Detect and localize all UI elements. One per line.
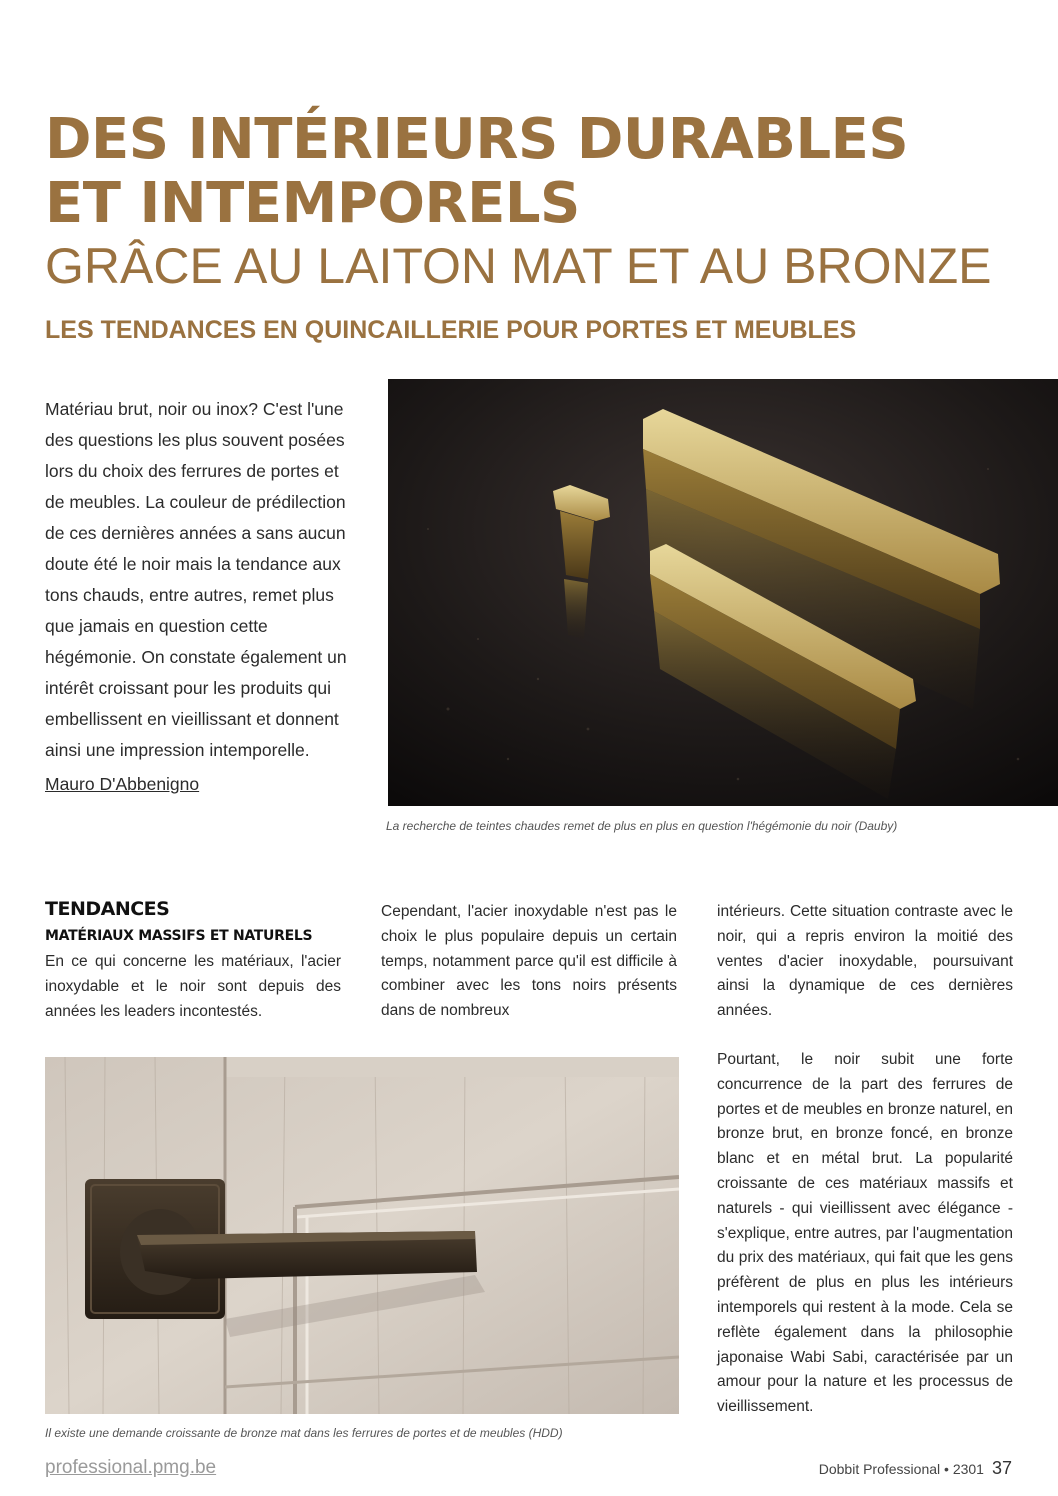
title-line-2: ET INTEMPORELS bbox=[45, 171, 580, 236]
column-1-text: En ce qui concerne les matériaux, l'acier inoxydable et le noir sont depuis des années les leaders incontestés. bbox=[45, 953, 341, 1020]
author-link[interactable]: Mauro D'Abbenigno bbox=[45, 774, 200, 794]
door-lever-illustration bbox=[45, 1057, 679, 1414]
column-2-text: Cependant, l'acier inoxydable n'est pas le choix le plus populaire depuis un certain temps, notamment parce qu'il est difficile à combiner avec les tons noirs présents dans de nombreux bbox=[381, 903, 677, 1020]
footer-website-link[interactable]: professional.pmg.be bbox=[45, 1457, 217, 1478]
title-line-1: DES INTÉRIEURS DURABLES bbox=[45, 107, 909, 172]
brass-handles-illustration bbox=[388, 379, 1058, 806]
section-heading: TENDANCES bbox=[45, 898, 170, 920]
top-photo-caption: La recherche de teintes chaudes remet de plus en plus en question l'hégémonie du noir (Dauby) bbox=[386, 819, 898, 833]
bottom-photo-caption: Il existe une demande croissante de bronze mat dans les ferrures de portes et de meubles (HDD) bbox=[45, 1426, 563, 1440]
column-3-paragraph-1: intérieurs. Cette situation contraste avec le noir, qui a repris environ la moitié des ventes d'acier inoxydable, poursuivant ainsi la dynamique de ces dernières années. bbox=[717, 903, 1013, 1020]
publication-name: Dobbit Professional • 2301 bbox=[818, 1461, 984, 1477]
column-3-paragraph-2: Pourtant, le noir subit une forte concurrence de la part des ferrures de portes et de meubles en bronze naturel, en bronze brut, en bronze foncé, en bronze blanc et en métal brut. La popularité croissante de ces matériaux massifs et naturels - qui vieillissent avec élégance - s'explique, entre autres, par l'augmentation du prix des matériaux, qui fait que les gens préfèrent de plus en plus les intérieurs intemporels qui restent à la mode. Cela se reflète également dans la philosophie japonaise Wabi Sabi, caractérisée par un amour pour la nature et les processus de vieillissement. bbox=[717, 1051, 1013, 1416]
section-subheading: MATÉRIAUX MASSIFS ET NATURELS bbox=[45, 928, 313, 944]
footer-publication bbox=[819, 1458, 1012, 1479]
intro-paragraph: Matériau brut, noir ou inox? C'est l'une des questions les plus souvent posées lors du choix des ferrures de portes et de meubles. La couleur de prédilection de ces dernières années a sans aucun doute été le noir mais la tendance aux tons chauds, entre autres, remet plus que jamais en question cette hégémonie. On constate également un intérêt croissant pour les produits qui embellissent en vieillissant et donnent ainsi une impression intemporelle. bbox=[45, 399, 347, 760]
article-title-secondary: GRÂCE AU LAITON MAT ET AU BRONZE bbox=[45, 238, 992, 294]
article-subtitle: LES TENDANCES EN QUINCAILLERIE POUR PORTES ET MEUBLES bbox=[45, 316, 857, 344]
brass-handles-photo bbox=[388, 379, 1058, 806]
page-number: 37 bbox=[991, 1458, 1012, 1478]
door-lever-photo bbox=[45, 1057, 679, 1414]
article-title bbox=[45, 108, 1025, 236]
